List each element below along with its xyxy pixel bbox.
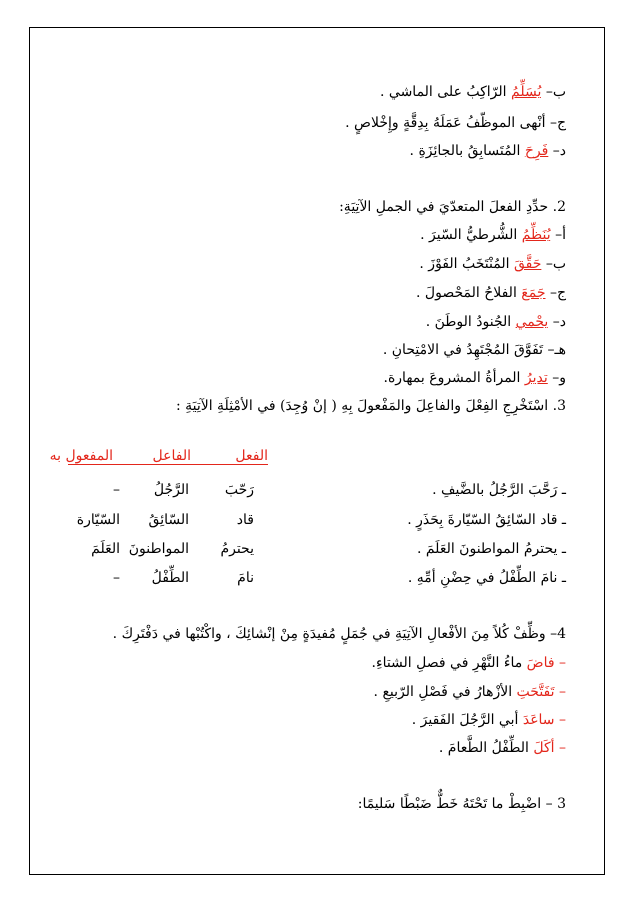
- table-row-sentence: ـ نامَ الطِّفْلُ في حِضْنِ أمِّهِ .: [407, 570, 566, 586]
- item-prefix: و–: [552, 370, 566, 386]
- table-row-subject: الرَّجُلُ: [153, 482, 189, 498]
- table-row-subject: المواطنونَ: [128, 541, 189, 557]
- item-prefix: هـ–: [547, 342, 566, 358]
- table-row-subject: الطِّفْلُ: [151, 570, 189, 586]
- item-verb: حَقَّقَ: [513, 256, 542, 272]
- column-header-object: المفعول به: [49, 448, 113, 464]
- item-text: المرأةُ المشروعَ بمهارة.: [383, 370, 521, 386]
- item-verb: يحْمي: [515, 314, 549, 330]
- item-verb: فاضَ: [526, 655, 555, 671]
- item-text: الفلاحُ المَحْصولَ .: [416, 285, 517, 301]
- item-prefix: ب–: [545, 84, 566, 100]
- item-text: الأزْهارُ في فَصْلِ الرّبيعِ .: [373, 684, 513, 700]
- item-text: المُنْتَخَبُ الفَوْزَ .: [419, 256, 510, 272]
- item-prefix: ج–: [549, 115, 566, 131]
- s5-heading: 3 – اضْبِطْ ما تَحْتَهُ خَطٌّ ضَبْطًا سَليمًا:: [357, 796, 566, 812]
- item-verb: فَرِحَ: [524, 143, 549, 159]
- s4-item-1: [372, 654, 566, 672]
- table-row-object: –: [113, 482, 120, 498]
- s2-item-a: [420, 226, 566, 244]
- item-text: تَفَوَّقَ المُجْتَهِدُ في الامْتِحانِ .: [382, 342, 544, 358]
- s2-item-w: [384, 369, 566, 387]
- s1-item-d: [410, 142, 566, 160]
- item-text: الرّاكِبُ على الماشي .: [380, 84, 507, 100]
- item-text: أنْهى الموظّفُ عَمَلَهُ بِدِقَّةٍ وإِخْلاصٍ .: [345, 115, 546, 131]
- table-row-object: العَلَمَ: [91, 541, 120, 557]
- s2-item-h: [383, 341, 566, 359]
- table-row-subject: السّائِقُ: [148, 512, 189, 528]
- item-verb: تَفَتَّحَتِ: [516, 684, 555, 700]
- item-prefix: ب–: [545, 256, 566, 272]
- table-row-sentence: ـ قاد السّائِقُ السّيّارةَ بِحَذَرٍ .: [407, 512, 566, 528]
- table-row-sentence: ـ رَحَّبَ الرَّجُلُ بالضَّيفِ .: [432, 482, 566, 498]
- item-prefix: –: [559, 684, 566, 700]
- item-text: المُتَسابِقُ بالجائِزَةِ .: [409, 143, 521, 159]
- item-prefix: د–: [552, 143, 566, 159]
- s4-item-3: [412, 711, 566, 729]
- item-verb: ساعَدَ: [522, 712, 555, 728]
- table-row-verb: يحترمُ: [220, 541, 254, 557]
- s1-item-b: [380, 83, 566, 101]
- item-prefix: –: [559, 655, 566, 671]
- s4-item-4: [439, 739, 566, 757]
- table-row-object: –: [113, 570, 120, 586]
- table-row-verb: قاد: [236, 512, 254, 528]
- item-verb: جَمَعَ: [521, 285, 546, 301]
- table-row-verb: رَحّبَ: [224, 482, 254, 498]
- item-verb: يُسَلِّمُ: [511, 84, 542, 100]
- table-row-sentence: ـ يحترمُ المواطنونَ العَلَمَ .: [416, 541, 566, 557]
- s3-heading: 3. اسْتَخْرِجِ الفِعْلَ والفاعِلَ والمَفْعولَ بِهِ ( إنْ وُجِدَ) في الأمْثِلَةِ الآتِيَةِ :: [175, 398, 566, 414]
- s1-item-j: [345, 114, 566, 132]
- column-header-verb: الفعل: [235, 448, 268, 464]
- item-prefix: أ–: [555, 227, 566, 243]
- item-text: ماءُ النَّهْرِ في فصلِ الشتاءِ.: [371, 655, 523, 671]
- item-text: أبي الرَّجُلَ الفَقيرَ .: [411, 712, 519, 728]
- s4-heading: 4– وظِّفْ كُلاً مِنَ الأفْعالِ الآتِيَةِ في جُمَلٍ مُفيدَةٍ مِنْ إنْشائِكَ ، واكْتُبْها في دَفْتَرِكَ .: [112, 626, 566, 642]
- item-verb: أكَلَ: [533, 740, 555, 756]
- header-underline: [68, 464, 268, 465]
- item-verb: تديرُ: [524, 370, 548, 386]
- table-row-verb: نامَ: [237, 570, 254, 586]
- item-prefix: –: [559, 712, 566, 728]
- s4-item-2: [374, 683, 566, 701]
- item-text: الشُّرطيُّ السّيرَ .: [420, 227, 518, 243]
- table-row-object: السّيّارة: [76, 512, 120, 528]
- item-text: الطِّفْلُ الطَّعامَ .: [438, 740, 529, 756]
- item-prefix: د–: [552, 314, 566, 330]
- s2-item-d: [426, 313, 566, 331]
- item-verb: يُنَظِّمُ: [521, 227, 551, 243]
- s2-item-b: [419, 255, 566, 273]
- s2-heading: 2. حدِّدِ الفعلَ المتعدّيَ في الجملِ الآتِيَةِ:: [339, 199, 566, 215]
- item-prefix: –: [559, 740, 566, 756]
- item-text: الجُنودُ الوطَنَ .: [425, 314, 512, 330]
- s2-item-j: [416, 284, 566, 302]
- item-prefix: ج–: [549, 285, 566, 301]
- column-header-subject: الفاعل: [152, 448, 191, 464]
